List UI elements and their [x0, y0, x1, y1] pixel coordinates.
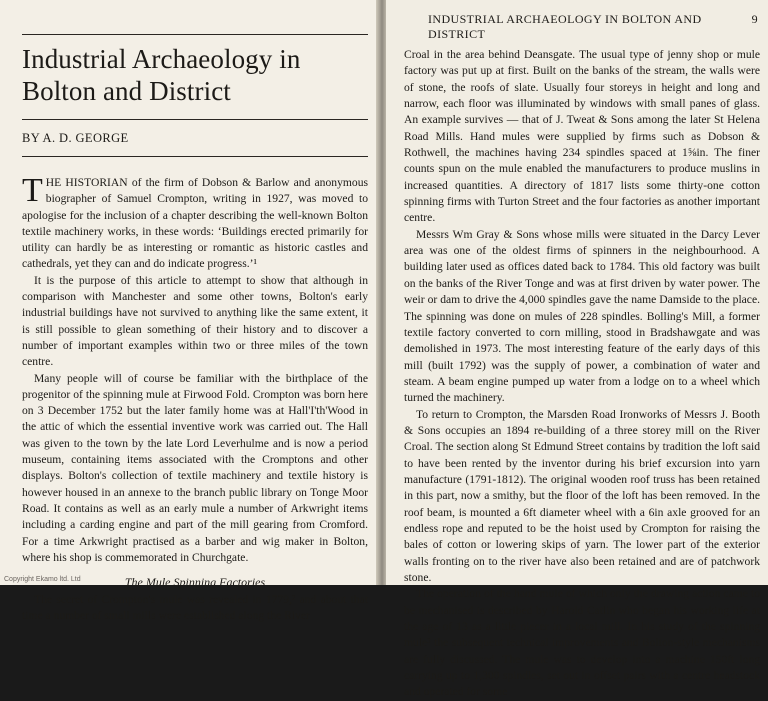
right-body — [404, 47, 760, 701]
running-head — [428, 12, 758, 42]
paragraph-4: The secret of Crompton's mule was revealed in 1779,² and about that time a number of small mills were established along the River — [22, 593, 368, 623]
paragraph-1 — [22, 172, 368, 273]
left-body — [22, 172, 368, 625]
page-number: 9 — [751, 12, 758, 26]
title-top-rule — [22, 34, 368, 35]
running-head-title: INDUSTRIAL ARCHAEOLOGY IN BOLTON AND DISTRICT — [428, 12, 702, 41]
paragraph-6: Messrs Wm Gray & Sons whose mills were situated in the Darcy Lever area was one of the oldest firms of spinners in the neighbourhood. A building later used as offices dated back to 1784. This old factory was built on the banks of the River Tonge and was at first driven by water power. The weir or dam to drive the 4,000 spindles gave the name Damside to the place. The spinning was done on mules of 228 spindles. Bolling's Mill, a former textile factory converted to corn milling, stood in Bradshawgate and was demolished in 1973. The most interesting feature of the early days of this mill (built 1792) was the supply of power, a combination of water and steam. A beam engine pumped up water from a lodge on to a wheel which turned the machinery. — [404, 227, 760, 405]
section-heading: The Mule Spinning Factories — [124, 575, 266, 590]
paragraph-5: Croal in the area behind Deansgate. The usual type of jenny shop or mule factory was put up at first. Built on the banks of the stream, the walls were of stone, the roofs of slate. Usually four storeys in height and long and narrow, each floor was illuminated by windows with small panes of glass. An example survives — that of J. Tweat & Sons among the later St Helena Road Mills. Hand mules were supplied by firms such as Dobson & Rothwell, the machines having 234 spindles spaced at 1⅝in. The finer counts spun on the mule enabled the manufacturers to produce muslins in increased quantities. A directory of 1817 lists some thirty-one cotton spinning firms with Turton Street and the four factories as another important centre. — [404, 48, 760, 225]
paragraph-2: It is the purpose of this article to attempt to show that although in comparison with Manchester and some other towns, Bolton's early industrial buildings have not survived to anything like the same extent, it is still possible to glean something of their history and to discover a number of important examples within two or three miles of the town centre. — [22, 273, 368, 369]
paragraph-1-text: HE HISTORIAN of the firm of Dobson & Barlow and anonymous biographer of Samuel Crompton, writing in 1927, was moved to apologise for the inclusion of a chapter describing the well-known Bolton textile machinery works, in these words: ‘Buildings erected primarily for utility can hardly be as interesting or romantic as historic castles and cathedrals, yet they can and do indicate progress.’¹ — [22, 176, 368, 271]
article-title: Industrial Archaeology in Bolton and District — [22, 44, 301, 106]
paragraph-3: Many people will of course be familiar with the birthplace of the progenitor of the spinning mule at Firwood Fold. Crompton was born here on 3 December 1752 but the later family home was at Hall'I'th'Wood in the attic of which the essential inventive work was carried out. The Hall was given to the town by the late Lord Leverhulme and is now a period museum, containing items associated with the Cromptons and other displays. Bolton's collection of textile machinery and textile history is however housed in an annexe to the branch public library on Tonge Moor Road. It contains as well as an early mule a number of Arkwright items including a carding engine and part of the mill gearing from Cromford. For a time Arkwright practised as a barber and wig maker in Bolton, where his shop is commemorated in Churchgate. — [22, 371, 368, 564]
left-page — [0, 0, 378, 623]
paragraph-7: To return to Crompton, the Marsden Road Ironworks of Messrs J. Booth & Sons occupies an 1894 re-building of a three storey mill on the River Croal. The section along St Edmund Street contains by tradition the loft said to have been rented by the inventor during his brief excursion into yarn manufacture (1791-1812). The original wooden roof truss has been retained in this part, now a smithy, but the floor of the loft has been removed. In the roof beam, is mounted a 6ft diameter wheel with a 6in axle grooved for an endless rope and reputed to be the hoist used by Crompton for raising the bales of cotton or lowering skips of yarn. The lower part of the exterior walls fronting on to the river have also been retained and are of patchwork stone. — [404, 407, 760, 584]
byline-rule — [22, 156, 368, 157]
drop-cap: T — [22, 172, 43, 209]
byline: BY A. D. GEORGE — [22, 131, 129, 145]
copyright-watermark: Copyright Ekamo ltd. Ltd — [4, 576, 81, 583]
title-bottom-rule — [22, 119, 368, 120]
paragraph-8: The operation of the hand mule of which only the drawing action came to be mechanised is described by Harold Catlin who began his working life at the age of 13 as a little piecer in a local mill. In his study of the spinning mule³ the subsequent technical improvements and Bolton-style mechanisms are fully discussed. The mule was to develop into a machine 150ft long carrying up to 1,300 spindles, set out in offset pairs with a centre headstock and operated for some — [404, 587, 760, 699]
right-page — [386, 0, 768, 699]
